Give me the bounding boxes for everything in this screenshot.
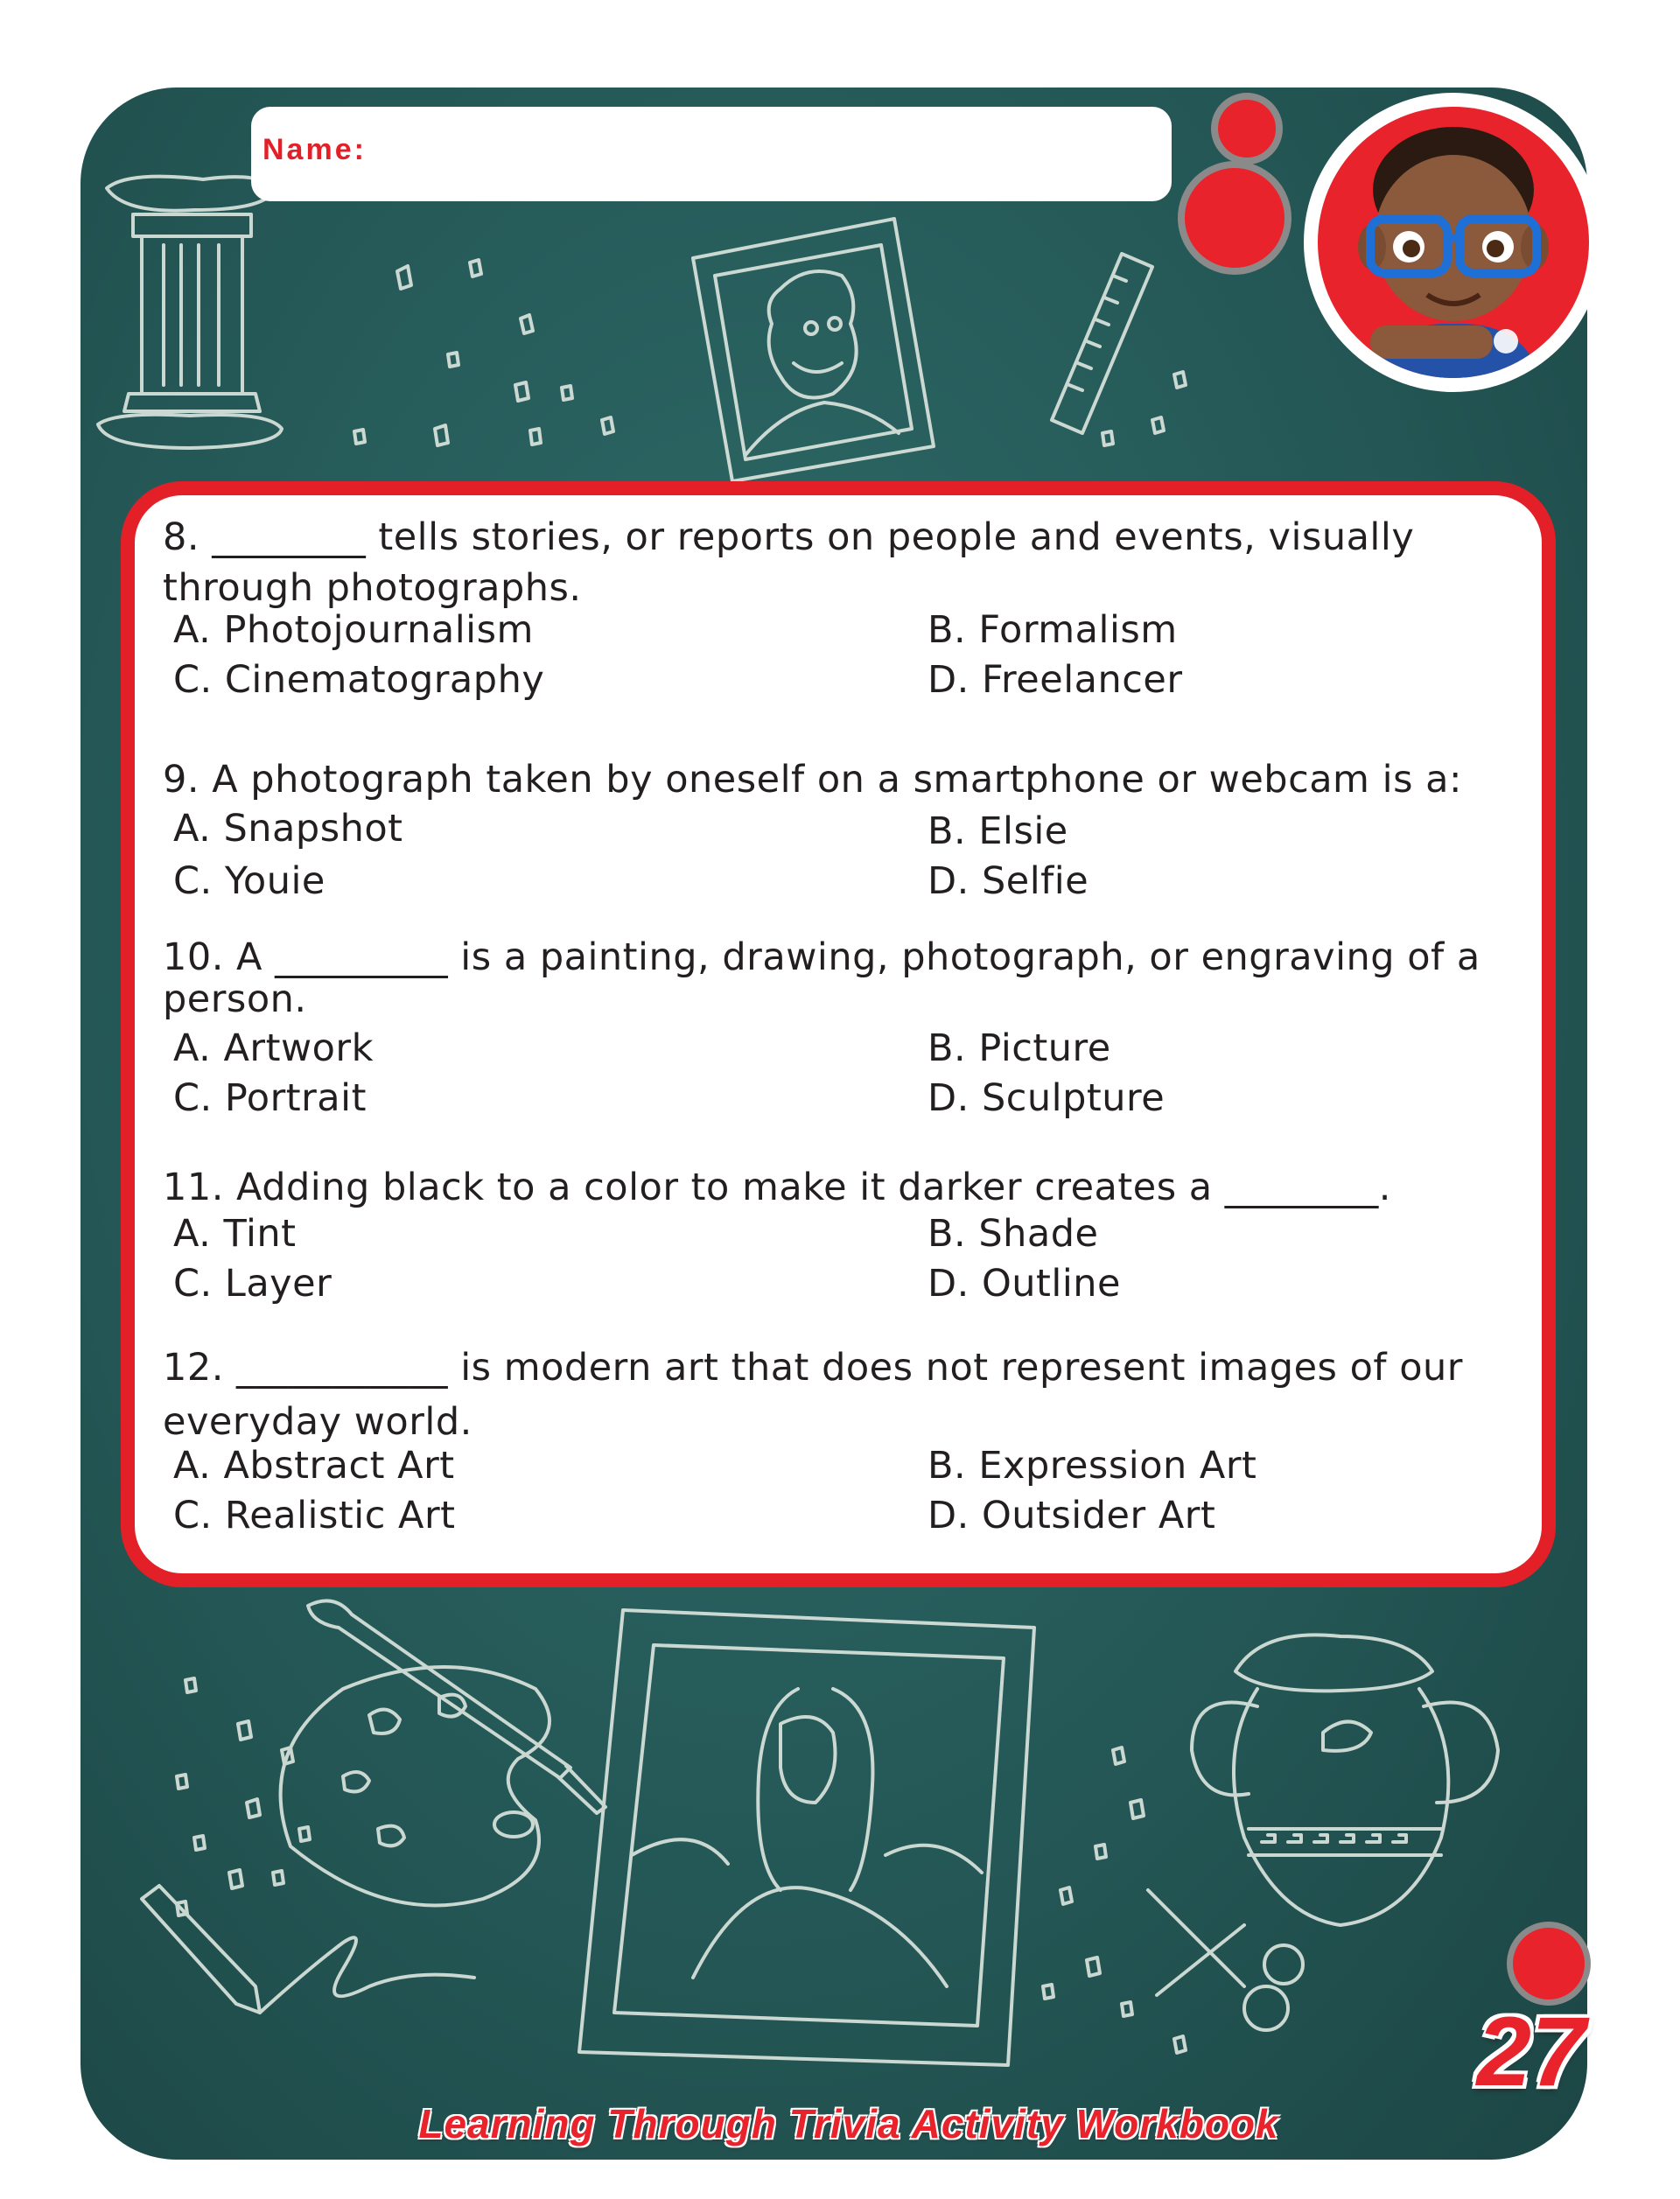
- paintbrush-icon: [308, 1600, 606, 1813]
- decorative-dot-large: [1178, 161, 1292, 275]
- portrait-frame-icon: [693, 219, 934, 481]
- q8-option-b[interactable]: B. Formalism: [928, 608, 1178, 652]
- q12-option-d[interactable]: D. Outsider Art: [928, 1494, 1216, 1537]
- q8-option-c[interactable]: C. Cinematography: [173, 658, 545, 702]
- decorative-dot-small: [1211, 93, 1283, 165]
- mascot-avatar: [1318, 107, 1589, 378]
- question-9: 9. A photograph taken by oneself on a smartphone or webcam is a:: [163, 758, 1462, 802]
- pencil-icon: [142, 1886, 474, 2013]
- name-field[interactable]: [251, 107, 1172, 201]
- mona-lisa-frame-icon: [579, 1610, 1034, 2065]
- name-label: Name:: [262, 133, 367, 166]
- q9-option-c[interactable]: C. Youie: [173, 859, 326, 903]
- palette-icon: [281, 1667, 550, 1906]
- q10-option-c[interactable]: C. Portrait: [173, 1076, 367, 1120]
- tile-doodles-top: [354, 260, 613, 445]
- q11-option-d[interactable]: D. Outline: [928, 1262, 1122, 1306]
- vase-icon: [1192, 1635, 1498, 1925]
- page-number: 27: [1476, 1997, 1586, 2106]
- question-12: 12. ___________ is modern art that does not represent images of our everyday world.: [163, 1346, 1463, 1444]
- question-8: 8. ________ tells stories, or reports on people and events, visually through photographs.: [163, 515, 1415, 610]
- q10-option-b[interactable]: B. Picture: [928, 1026, 1111, 1070]
- ruler-icon: [1052, 254, 1186, 445]
- q10-option-a[interactable]: A. Artwork: [173, 1026, 374, 1070]
- q8-option-d[interactable]: D. Freelancer: [928, 658, 1183, 702]
- q11-option-b[interactable]: B. Shade: [928, 1212, 1099, 1256]
- q8-option-a[interactable]: A. Photojournalism: [173, 608, 534, 652]
- workbook-title: Learning Through Trivia Activity Workbook: [418, 2101, 1279, 2146]
- question-10: 10. A _________ is a painting, drawing, photograph, or engraving of a person.: [163, 935, 1480, 1021]
- tile-doodles-bottom: [177, 1678, 1186, 2053]
- mascot-boy-icon: [1318, 107, 1589, 378]
- scissors-icon: [1148, 1890, 1303, 2030]
- q11-option-c[interactable]: C. Layer: [173, 1262, 332, 1306]
- column-icon: [98, 177, 282, 448]
- page-dot: [1507, 1922, 1591, 2006]
- q11-option-a[interactable]: A. Tint: [173, 1212, 297, 1256]
- q12-option-c[interactable]: C. Realistic Art: [173, 1494, 456, 1537]
- q10-option-d[interactable]: D. Sculpture: [928, 1076, 1166, 1120]
- q9-option-a[interactable]: A. Snapshot: [173, 807, 403, 851]
- question-11: 11. Adding black to a color to make it darker creates a ________.: [163, 1166, 1391, 1209]
- q12-option-a[interactable]: A. Abstract Art: [173, 1444, 455, 1488]
- q9-option-d[interactable]: D. Selfie: [928, 859, 1089, 903]
- q12-option-b[interactable]: B. Expression Art: [928, 1444, 1257, 1488]
- q9-option-b[interactable]: B. Elsie: [928, 809, 1068, 853]
